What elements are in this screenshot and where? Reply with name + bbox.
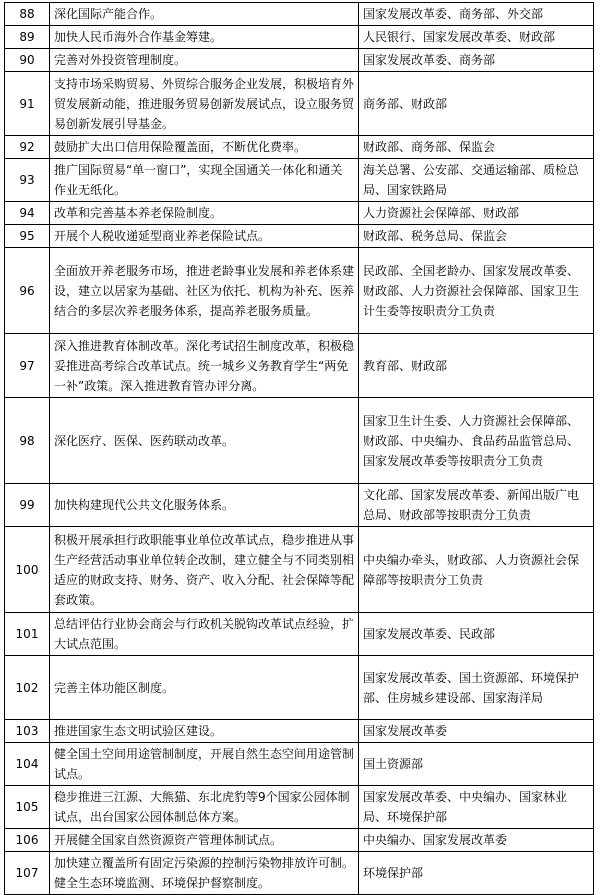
table-row [5,484,594,527]
table-row [5,527,594,613]
responsible-departments: 财政部、商务部、保监会 [359,136,594,159]
task-description: 开展个人税收递延型商业养老保险试点。 [50,225,359,248]
table-row [5,49,594,72]
responsible-departments: 教育部、财政部 [359,334,594,398]
task-description: 推广国际贸易“单一窗口”，实现全国通关一体化和通关作业无纸化。 [50,159,359,202]
responsible-departments: 环境保护部 [359,852,594,895]
table-row [5,334,594,398]
row-number: 93 [5,159,50,202]
row-number: 100 [5,527,50,613]
responsible-departments: 民政部、全国老龄办、国家发展改革委、财政部、人力资源社会保障部、国家卫生计生委等按职责分工负责 [359,248,594,334]
row-number: 88 [5,3,50,26]
row-number: 107 [5,852,50,895]
row-number: 106 [5,829,50,852]
responsible-departments: 中央编办、国家发展改革委 [359,829,594,852]
responsible-departments: 国家发展改革委 [359,720,594,743]
table-row [5,26,594,49]
table-row [5,136,594,159]
task-description: 鼓励扩大出口信用保险覆盖面，不断优化费率。 [50,136,359,159]
responsible-departments: 中央编办牵头，财政部、人力资源社会保障部等按职责分工负责 [359,527,594,613]
table-row [5,398,594,484]
responsible-departments: 国家发展改革委、商务部、外交部 [359,3,594,26]
table-row [5,743,594,786]
row-number: 101 [5,613,50,656]
table-row [5,159,594,202]
row-number: 102 [5,656,50,720]
policy-task-table [4,2,594,895]
row-number: 99 [5,484,50,527]
responsible-departments: 海关总署、公安部、交通运输部、质检总局、国家铁路局 [359,159,594,202]
row-number: 95 [5,225,50,248]
responsible-departments: 国家发展改革委、民政部 [359,613,594,656]
task-description: 改革和完善基本养老保险制度。 [50,202,359,225]
task-description: 健全国土空间用途管制制度，开展自然生态空间用途管制试点。 [50,743,359,786]
responsible-departments: 财政部、税务总局、保监会 [359,225,594,248]
task-description: 开展健全国家自然资源资产管理体制试点。 [50,829,359,852]
task-description: 完善主体功能区制度。 [50,656,359,720]
task-description: 全面放开养老服务市场，推进老龄事业发展和养老体系建设，建立以居家为基础、社区为依托、机构为补充、医养结合的多层次养老服务体系，提高养老服务质量。 [50,248,359,334]
table-row [5,829,594,852]
responsible-departments: 文化部、国家发展改革委、新闻出版广电总局、财政部等按职责分工负责 [359,484,594,527]
responsible-departments: 国土资源部 [359,743,594,786]
responsible-departments: 国家发展改革委、商务部 [359,49,594,72]
table-row [5,852,594,895]
responsible-departments: 国家发展改革委、国土资源部、环境保护部、住房城乡建设部、国家海洋局 [359,656,594,720]
task-description: 深化国际产能合作。 [50,3,359,26]
table-row [5,720,594,743]
responsible-departments: 商务部、财政部 [359,72,594,136]
task-description: 完善对外投资管理制度。 [50,49,359,72]
task-description: 深化医疗、医保、医药联动改革。 [50,398,359,484]
table-row [5,72,594,136]
row-number: 90 [5,49,50,72]
task-description: 支持市场采购贸易、外贸综合服务企业发展，积极培育外贸发展新动能，推进服务贸易创新发展试点，设立服务贸易创新发展引导基金。 [50,72,359,136]
row-number: 96 [5,248,50,334]
responsible-departments: 人民银行、国家发展改革委、财政部 [359,26,594,49]
row-number: 92 [5,136,50,159]
table-row [5,3,594,26]
table-row [5,786,594,829]
table-row [5,613,594,656]
task-description: 总结评估行业协会商会与行政机关脱钩改革试点经验，扩大试点范围。 [50,613,359,656]
table-row [5,202,594,225]
task-description: 深入推进教育体制改革。深化考试招生制度改革，积极稳妥推进高考综合改革试点。统一城乡义务教育学生“两免一补”政策。深入推进教育管办评分离。 [50,334,359,398]
row-number: 94 [5,202,50,225]
task-description: 推进国家生态文明试验区建设。 [50,720,359,743]
row-number: 103 [5,720,50,743]
task-description: 加快构建现代公共文化服务体系。 [50,484,359,527]
responsible-departments: 人力资源社会保障部、财政部 [359,202,594,225]
task-description: 积极开展承担行政职能事业单位改革试点，稳步推进从事生产经营活动事业单位转企改制，建立健全与不同类别相适应的财政支持、财务、资产、收入分配、社会保障等配套政策。 [50,527,359,613]
table-row [5,225,594,248]
task-description: 稳步推进三江源、大熊猫、东北虎豹等9个国家公园体制试点，出台国家公园体制总体方案。 [50,786,359,829]
row-number: 97 [5,334,50,398]
table-row [5,248,594,334]
row-number: 98 [5,398,50,484]
table-row [5,656,594,720]
task-description: 加快人民币海外合作基金筹建。 [50,26,359,49]
responsible-departments: 国家卫生计生委、人力资源社会保障部、财政部、中央编办、食品药品监管总局、国家发展改革委等按职责分工负责 [359,398,594,484]
task-description: 加快建立覆盖所有固定污染源的控制污染物排放许可制。健全生态环境监测、环境保护督察制度。 [50,852,359,895]
row-number: 105 [5,786,50,829]
responsible-departments: 国家发展改革委、中央编办、国家林业局、环境保护部 [359,786,594,829]
row-number: 89 [5,26,50,49]
row-number: 91 [5,72,50,136]
row-number: 104 [5,743,50,786]
